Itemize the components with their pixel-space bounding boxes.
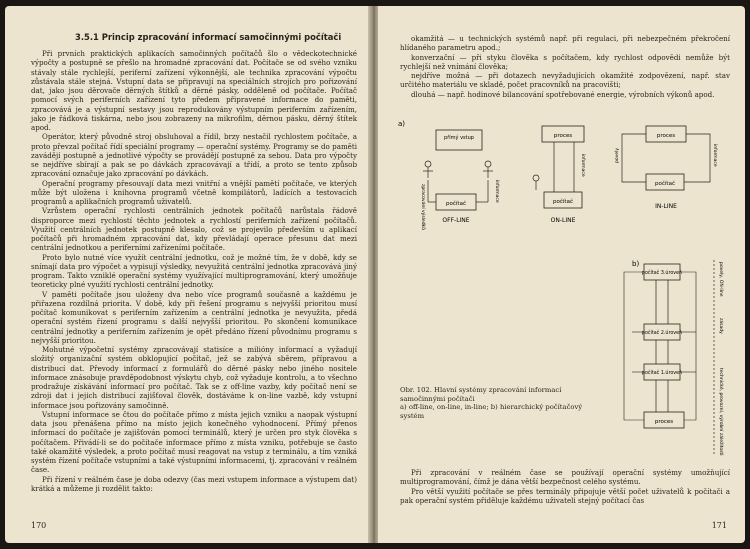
paragraph: Při prvních praktických aplikacích samočinných počítačů šlo o vědeckotechnické výpočty a postupně se přešlo na hromadné zpracování dat. Počítače se od svého vzniku stávaly stále rychlejší, periferní zařízení výkonnější, ale technika zpracování výpočtu zůstávala stále stejná. Vstupní data se připravují na speciálních strojích pro pořizování dat, jako jsou děrovače děrných štítků a děrné pásky, odděleně od počítače. Počítač pomocí svých periferních zařízení tyto předem připravené informace do paměti, zpracovává je a výstupní sestavy jsou reprodukovány výstupním periferním zařízením, jako je řádková tiskárna, nebo jsou zobrazeny na mikrofilm, děrnou pásku, děrný štítek apod.: [31, 49, 357, 132]
inline-title: IN-LINE: [655, 203, 677, 210]
level1-label: počítač 1.úroveň: [641, 371, 683, 376]
operator-figure-icon: [533, 175, 539, 181]
paragraph: okamžitá — u technických systémů např. při regulaci, při nebezpečném překročení hlídaného parametru apod.;: [400, 34, 730, 53]
online-process-label: proces: [553, 133, 573, 139]
paragraph: Při řízení v reálném čase je doba odezvy (čas mezi vstupem informace a výstupem dat) krátká a můžeme ji rozdělit takto:: [31, 474, 357, 493]
left-body-text: [31, 49, 357, 493]
paragraph: Vzrůstem operační rychlosti centrálních jednotek počítačů narůstala řádově disproporce mezi rychlostí těchto jednotek a rychlostí periferních zařízení počítačů. Využití centrálních jednotek postupně klesalo, což se projevilo především u aplikací počítačů při hromadném zpracování dat, kdy převládají operace přesunu dat mezi centrální jednotkou a periferními zařízeními počítače.: [31, 206, 357, 253]
offline-computer-label: počítač: [446, 201, 466, 207]
paragraph: Při zpracování v reálném čase se používají operační systémy umožňující multiprogramování, čímž je dána větší bezpečnost celého systému.: [400, 468, 730, 487]
figure-a-diagram: [396, 118, 736, 256]
operator-figure-icon: [425, 161, 431, 167]
section-heading: 3.5.1 Princip zpracování informací samočinnými počítači: [75, 32, 342, 42]
paragraph: dlouhá — např. hodinové bilancování spotřebované energie, výrobních výkonů apod.: [411, 89, 715, 99]
online-title: ON-LINE: [550, 217, 576, 224]
paragraph: nejdříve možná — při dotazech nevyžadujících okamžité zodpovězení, např. stav určitého materiálu ve skladě, počet pracovníků na pracovišti;: [400, 71, 730, 90]
left-page: [5, 6, 371, 543]
inline-side-label: informace: [712, 144, 717, 167]
caption-title: Obr. 102. Hlavní systémy zpracování informací samočinnými počítači: [400, 386, 562, 403]
inline-side-label: povely: [615, 148, 620, 163]
paragraph: konverzační — při styku člověka s počítačem, kdy rychlost odpovědi nemůže být rychlejší než vnímání člověka;: [400, 52, 730, 71]
paragraph: Pro větší využití počítače se přes terminály připojuje větší počet uživatelů k počítači a pak operační systém přiděluje každému uživateli stejný počítací čas: [400, 486, 730, 505]
caption-subtitle: a) off-line, on-line, in-line; b) hierarchický počítačový systém: [400, 403, 583, 420]
paragraph: Mohutné výpočetní systémy zpracovávají statisíce a milióny informací a vyžadují složitý organizační systém obklopující počítač, jež se zabývá sběrem, přípravou a distribucí dat. Převody informací z formulářů do děrné pásky nebo jiného nositele informace znásobuje pravděpodobnost výskytu chyb, což vyžaduje kontrolu, a to všechno prodražuje získávání informací pro počítač. Tak se z off-line vazby, kdy počítač není se zdroji dat i jejich distribucí zajišťoval člověk, dostáváme k on-line vazbě, kdy vstupní informace jsou pořizovány samočinně.: [31, 345, 357, 410]
level3-label: počítač 3.úroveň: [641, 271, 683, 276]
figure-caption: [400, 386, 600, 420]
hierarchy-process-label: proces: [654, 419, 674, 425]
right-page: [378, 6, 745, 543]
operator-figure-icon: [485, 161, 491, 167]
offline-process-label: přímý vstup: [444, 135, 474, 141]
page-number: 170: [31, 521, 47, 530]
offline-title: OFF-LINE: [442, 217, 470, 224]
paragraph: Operační programy přesouvají data mezi vnitřní a vnější pamětí počítače, ve kterých může být uložena i knihovna programů včetně kompilátorů, ladících a testovacích programů a aplikačních programů uživatelů.: [31, 178, 357, 206]
figure-b-label: b): [632, 260, 640, 268]
level2-label: počítač 2.úroveň: [641, 331, 683, 336]
axis-label: zásady: [718, 318, 723, 334]
right-bottom-text: [400, 468, 730, 505]
paragraph: Proto bylo nutné více využít centrální jednotku, což je možné tím, že v době, kdy se snímají data pro výpočet a vypisují výsledky, nevyužitá centrální jednotka zpracovává jiný program. Takto vzniklé operační systémy využívající multiprogramování, který umožňuje teoreticky plné využití rychlosti centrální jednotky.: [31, 252, 357, 290]
figure-a-label: a): [398, 120, 406, 128]
figure-b-diagram: [396, 258, 736, 458]
right-top-text: [400, 34, 730, 99]
page-number: 171: [711, 521, 727, 530]
paragraph: Vstupní informace se čtou do počítače přímo z místa jejich vzniku a naopak výstupní data jsou přenášena přímo na místo jejich konečného vyhodnocení. Přímý přenos informací do počítače je zajišťován pomocí terminálů, který je určen pro styk člověka s počítačem. Přivádí-li se do počítače informace přímo z místa vzniku, potřebuje se často také okamžitě výsledek, a proto počítač musí reagovat na vstup z terminálu, a tím vzniká systém řízení počítače vstupními a také výstupními informacemi, tj. zpracování v reálném čase.: [31, 409, 357, 475]
paragraph: Operátor, který původně stroj obsluhoval a řídil, brzy nestačil rychlostem počítače, a proto převzal počítač řídí speciální programy — operační systémy. Programy se do paměti zavádějí postupně a jednotlivé výpočty se provádějí postupně za sebou. Data pro výpočty se nejdříve sbírají a pak se po dávkách zpracovávají a třídí, a proto se tento způsob zpracování označuje jako zpracování po dávkách.: [31, 132, 357, 179]
inline-computer-label: počítač: [655, 181, 675, 187]
offline-side-label: informace: [494, 180, 499, 203]
online-side-label: informace: [580, 154, 585, 177]
inline-process-label: proces: [656, 133, 676, 139]
paragraph: V paměti počítače jsou uloženy dva nebo více programů současně a každému je přiřazena rozdílná priorita. V době, kdy při řešení programu s nejvyšší prioritou musí počítač komunikovat s periferním zařízením a centrální jednotka je nevyužita, předá operační systém řízení programu s další nejvyšší prioritou. Po skončení komunikace centrální jednotky a periferním zařízením je opět předáno řízení původnímu programu s nejvyšší prioritou.: [31, 289, 357, 345]
axis-label: povely, ON-line: [718, 262, 723, 297]
offline-side-label: zpracování výsledků: [420, 184, 425, 230]
axis-label: technické, provozní, výrobní záležitosti: [718, 368, 723, 456]
online-computer-label: počítač: [553, 199, 573, 205]
